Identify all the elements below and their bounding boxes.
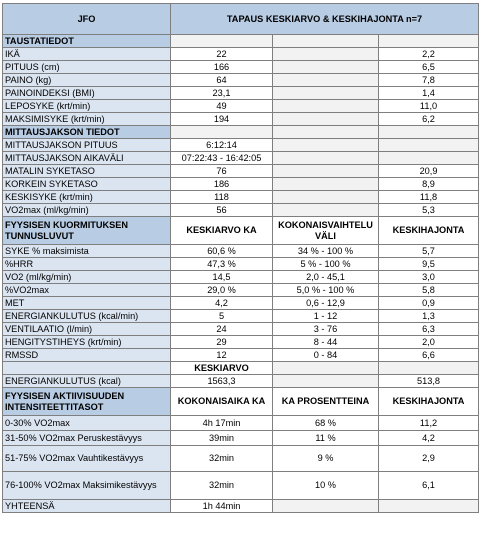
header-right: TAPAUS KESKIARVO & KESKIHAJONTA n=7 (171, 4, 479, 35)
sd-value: 6,5 (379, 61, 479, 74)
table-row (3, 336, 479, 349)
sd-value: 513,8 (379, 375, 479, 388)
table-row (3, 74, 479, 87)
empty-cell (273, 35, 379, 48)
sd-value: 5,3 (379, 204, 479, 217)
mean-value: 47,3 % (171, 258, 273, 271)
section-title: TAUSTATIEDOT (3, 35, 171, 48)
table-row (3, 165, 479, 178)
range-value: 0,6 - 12,9 (273, 297, 379, 310)
sd-value: 7,8 (379, 74, 479, 87)
empty-cell (273, 178, 379, 191)
row-label: PAINOINDEKSI (BMI) (3, 87, 171, 100)
row-label: MITTAUSJAKSON AIKAVÄLI (3, 152, 171, 165)
table-row (3, 416, 479, 431)
empty-cell (273, 87, 379, 100)
mean-value: 12 (171, 349, 273, 362)
row-label: MITTAUSJAKSON PITUUS (3, 139, 171, 152)
empty-cell (379, 126, 479, 139)
empty-cell (3, 362, 171, 375)
table-row (3, 100, 479, 113)
section-row (3, 35, 479, 48)
mean-value: 166 (171, 61, 273, 74)
empty-cell (273, 500, 379, 513)
column-header-sd: KESKIHAJONTA (379, 388, 479, 416)
row-label: %HRR (3, 258, 171, 271)
sd-value: 5,7 (379, 245, 479, 258)
mean-value: 23,1 (171, 87, 273, 100)
table-row (3, 271, 479, 284)
mean-value: 07:22:43 - 16:42:05 (171, 152, 273, 165)
mean-value: 60,6 % (171, 245, 273, 258)
empty-cell (273, 204, 379, 217)
total-time-value: 1h 44min (171, 500, 273, 513)
mean-value: 118 (171, 191, 273, 204)
table-row (3, 310, 479, 323)
section-title: FYYSISEN KUORMITUKSEN TUNNUSLUVUT (3, 217, 171, 245)
time-value: 4h 17min (171, 416, 273, 431)
empty-cell (273, 362, 379, 375)
sd-value: 0,9 (379, 297, 479, 310)
column-header-time: KOKONAISAIKA KA (171, 388, 273, 416)
empty-cell (273, 48, 379, 61)
table-row (3, 61, 479, 74)
sd-value: 6,6 (379, 349, 479, 362)
sd-value: 1,3 (379, 310, 479, 323)
mean-value: 14,5 (171, 271, 273, 284)
table-row (3, 472, 479, 500)
sd-value: 2,0 (379, 336, 479, 349)
sd-value: 11,0 (379, 100, 479, 113)
table-header-row (3, 4, 479, 35)
mean-value: 22 (171, 48, 273, 61)
empty-cell (171, 35, 273, 48)
empty-cell (273, 126, 379, 139)
empty-cell (273, 165, 379, 178)
section-header-row (3, 388, 479, 416)
mean-value: 6:12:14 (171, 139, 273, 152)
empty-cell (273, 61, 379, 74)
row-label: VO2max (ml/kg/min) (3, 204, 171, 217)
sd-value: 6,2 (379, 113, 479, 126)
empty-cell (273, 139, 379, 152)
column-header-range: KOKONAISVAIHTELU VÄLI (273, 217, 379, 245)
mean-value: 5 (171, 310, 273, 323)
table-row (3, 152, 479, 165)
row-label: 0-30% VO2max (3, 416, 171, 431)
mean-value: 194 (171, 113, 273, 126)
table-row (3, 87, 479, 100)
row-label: HENGITYSTIHEYS (krt/min) (3, 336, 171, 349)
section-row (3, 126, 479, 139)
percent-value: 68 % (273, 416, 379, 431)
section-header-row (3, 217, 479, 245)
row-label: IKÄ (3, 48, 171, 61)
sd-value: 5,8 (379, 284, 479, 297)
range-value: 34 % - 100 % (273, 245, 379, 258)
time-value: 32min (171, 472, 273, 500)
table-row (3, 178, 479, 191)
results-table (2, 3, 479, 513)
column-header-percent: KA PROSENTTEINA (273, 388, 379, 416)
header-left: JFO (3, 4, 171, 35)
table-row (3, 113, 479, 126)
row-label: %VO2max (3, 284, 171, 297)
table-row (3, 431, 479, 446)
column-header-sd: KESKIHAJONTA (379, 217, 479, 245)
sd-value: 6,3 (379, 323, 479, 336)
row-label: KORKEIN SYKETASO (3, 178, 171, 191)
mean-value: 29,0 % (171, 284, 273, 297)
table-row (3, 323, 479, 336)
row-label: YHTEENSÄ (3, 500, 171, 513)
row-label: MATALIN SYKETASO (3, 165, 171, 178)
energy-mean-header: KESKIARVO (171, 362, 273, 375)
empty-cell (273, 375, 379, 388)
mean-value: 1563,3 (171, 375, 273, 388)
table-row (3, 284, 479, 297)
percent-value: 11 % (273, 431, 379, 446)
range-value: 3 - 76 (273, 323, 379, 336)
empty-cell (379, 35, 479, 48)
row-label: ENERGIANKULUTUS (kcal/min) (3, 310, 171, 323)
row-label: SYKE % maksimista (3, 245, 171, 258)
table-row (3, 191, 479, 204)
row-label: MAKSIMISYKE (krt/min) (3, 113, 171, 126)
sd-value: 3,0 (379, 271, 479, 284)
sd-value: 1,4 (379, 87, 479, 100)
sd-value: 4,2 (379, 431, 479, 446)
table-row (3, 297, 479, 310)
mean-value: 24 (171, 323, 273, 336)
empty-cell (273, 191, 379, 204)
sd-value (379, 152, 479, 165)
range-value: 2,0 - 45,1 (273, 271, 379, 284)
mean-value: 29 (171, 336, 273, 349)
sd-value: 9,5 (379, 258, 479, 271)
empty-cell (273, 100, 379, 113)
table-row (3, 48, 479, 61)
table-row (3, 139, 479, 152)
range-value: 5,0 % - 100 % (273, 284, 379, 297)
row-label: LEPOSYKE (krt/min) (3, 100, 171, 113)
mean-value: 186 (171, 178, 273, 191)
range-value: 8 - 44 (273, 336, 379, 349)
sd-value: 6,1 (379, 472, 479, 500)
empty-cell (379, 362, 479, 375)
column-header-mean: KESKIARVO KA (171, 217, 273, 245)
section-title: FYYSISEN AKTIIVISUUDEN INTENSITEETTITASOT (3, 388, 171, 416)
row-label: VENTILAATIO (l/min) (3, 323, 171, 336)
section-title: MITTAUSJAKSON TIEDOT (3, 126, 171, 139)
range-value: 5 % - 100 % (273, 258, 379, 271)
empty-cell (171, 126, 273, 139)
empty-cell (379, 500, 479, 513)
row-label: 31-50% VO2max Peruskestävyys (3, 431, 171, 446)
table-row (3, 446, 479, 472)
row-label: RMSSD (3, 349, 171, 362)
sd-value: 2,2 (379, 48, 479, 61)
empty-cell (273, 113, 379, 126)
sd-value: 8,9 (379, 178, 479, 191)
mean-value: 4,2 (171, 297, 273, 310)
empty-cell (273, 152, 379, 165)
mean-value: 76 (171, 165, 273, 178)
percent-value: 9 % (273, 446, 379, 472)
range-value: 0 - 84 (273, 349, 379, 362)
row-label: PAINO (kg) (3, 74, 171, 87)
sd-value: 20,9 (379, 165, 479, 178)
row-label: 51-75% VO2max Vauhtikestävyys (3, 446, 171, 472)
row-label: ENERGIANKULUTUS (kcal) (3, 375, 171, 388)
sd-value: 11,8 (379, 191, 479, 204)
table-row (3, 204, 479, 217)
time-value: 39min (171, 431, 273, 446)
energy-header-row (3, 362, 479, 375)
row-label: 76-100% VO2max Maksimikestävyys (3, 472, 171, 500)
mean-value: 64 (171, 74, 273, 87)
row-label: VO2 (ml/kg/min) (3, 271, 171, 284)
table-row (3, 349, 479, 362)
energy-row (3, 375, 479, 388)
mean-value: 49 (171, 100, 273, 113)
row-label: MET (3, 297, 171, 310)
row-label: PITUUS (cm) (3, 61, 171, 74)
mean-value: 56 (171, 204, 273, 217)
sd-value: 11,2 (379, 416, 479, 431)
sd-value (379, 139, 479, 152)
row-label: KESKISYKE (krt/min) (3, 191, 171, 204)
total-row (3, 500, 479, 513)
table-row (3, 245, 479, 258)
sd-value: 2,9 (379, 446, 479, 472)
time-value: 32min (171, 446, 273, 472)
percent-value: 10 % (273, 472, 379, 500)
table-row (3, 258, 479, 271)
empty-cell (273, 74, 379, 87)
range-value: 1 - 12 (273, 310, 379, 323)
